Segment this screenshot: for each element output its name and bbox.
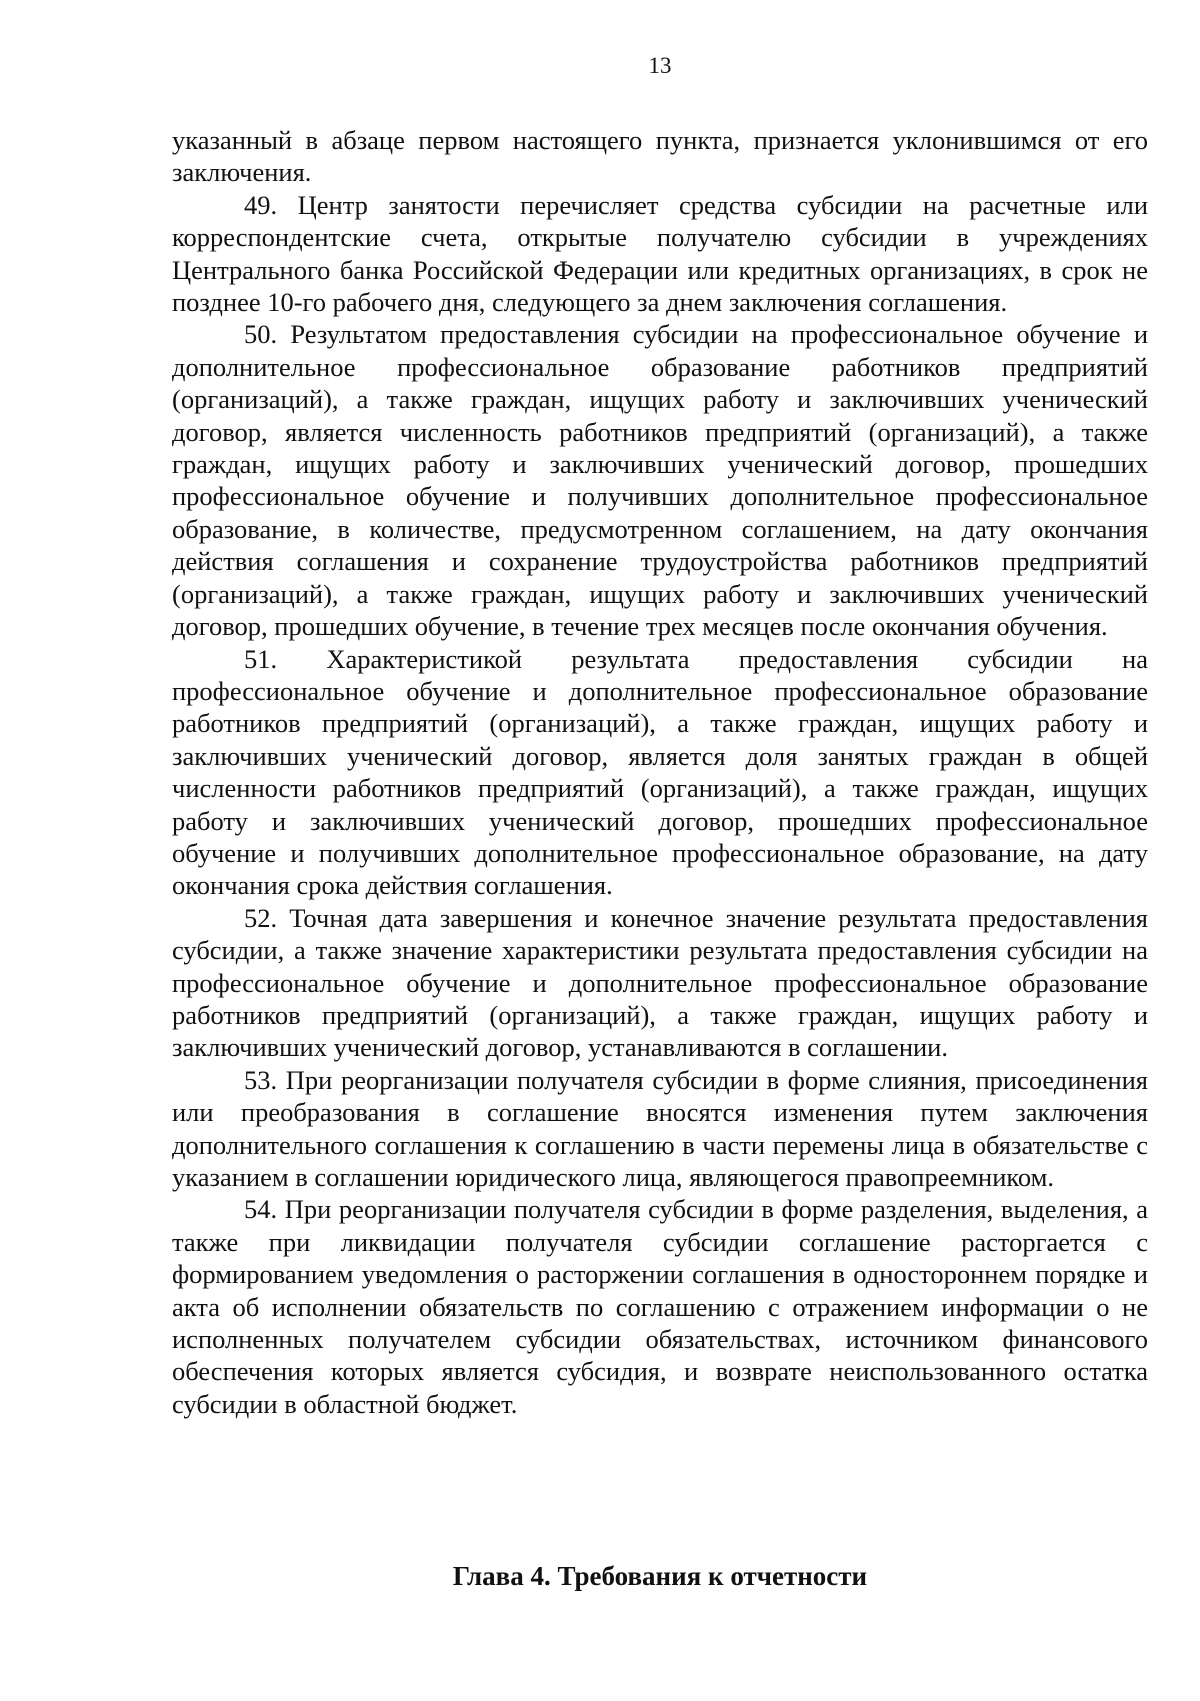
paragraph-text: Характеристикой результата предоставления субсидии на профессиональное обучение и дополнительное профессиональное образование работников предприятий (организаций), а также граждан, ищущих работу и заключивших ученический договор, является доля занятых граждан в общей численности работников предприятий (организаций), а также граждан, ищущих работу и заключивших ученический договор, прошедших профессиональное обучение и получивших дополнительное профессиональное образование, на дату окончания срока действия соглашения.	[172, 643, 1149, 901]
page-number: 13	[648, 53, 672, 78]
paragraph-number: 52.	[244, 902, 278, 933]
paragraph-number: 51.	[244, 643, 278, 674]
chapter-heading: Глава 4. Требования к отчетности	[452, 1561, 868, 1591]
paragraph-text: Результатом предоставления субсидии на профессиональное обучение и дополнительное профессиональное образование работников предприятий (организаций), а также граждан, ищущих работу и заключивших ученический договор, является численность работников предприятий (организаций), а также граждан, ищущих работу и заключивших ученический договор, прошедших профессиональное обучение и получивших дополнительное профессиональное образование, в количестве, предусмотренном соглашением, на дату окончания действия соглашения и сохранение трудоустройства работников предприятий (организаций), а также граждан, ищущих работу и заключивших ученический договор, прошедших обучение, в течение трех месяцев после окончания обучения.	[172, 319, 1149, 642]
paragraph-53	[172, 1064, 1148, 1194]
paragraph-54	[172, 1193, 1148, 1420]
paragraph-text: Точная дата завершения и конечное значение результата предоставления субсидии, а также значение характеристики результата предоставления субсидии на профессиональное обучение и дополнительное профессиональное образование работников предприятий (организаций), а также граждан, ищущих работу и заключивших ученический договор, устанавливаются в соглашении.	[172, 902, 1148, 1063]
paragraph-text: указанный в абзаце первом настоящего пункта, признается уклонившимся от его заключения.	[172, 125, 1148, 188]
document-body	[172, 124, 1148, 1420]
paragraph-continuation	[172, 124, 1148, 189]
paragraph-number: 50.	[244, 319, 278, 350]
paragraph-49	[172, 189, 1148, 319]
paragraph-50	[172, 318, 1148, 642]
paragraph-52	[172, 902, 1148, 1064]
paragraph-number: 54.	[244, 1194, 278, 1225]
paragraph-text: При реорганизации получателя субсидии в форме слияния, присоединения или преобразования в соглашение вносятся изменения путем заключения дополнительного соглашения к соглашению в части перемены лица в обязательстве с указанием в соглашении юридического лица, являющегося правопреемником.	[172, 1064, 1148, 1192]
paragraph-number: 49.	[244, 189, 278, 220]
paragraph-text: При реорганизации получателя субсидии в форме разделения, выделения, а также при ликвидации получателя субсидии соглашение расторгается с формированием уведомления о расторжении соглашения в одностороннем порядке и акта об исполнении обязательств по соглашению с отражением информации о не исполненных получателем субсидии обязательствах, источником финансового обеспечения которых является субсидия, и возврате неиспользованного остатка субсидии в областной бюджет.	[172, 1194, 1149, 1419]
paragraph-text: Центр занятости перечисляет средства субсидии на расчетные или корреспондентские счета, открытые получателю субсидии в учреждениях Центрального банка Российской Федерации или кредитных организациях, в срок не позднее 10-го рабочего дня, следующего за днем заключения соглашения.	[172, 189, 1149, 318]
paragraph-number: 53.	[244, 1064, 278, 1095]
paragraph-51	[172, 643, 1148, 902]
